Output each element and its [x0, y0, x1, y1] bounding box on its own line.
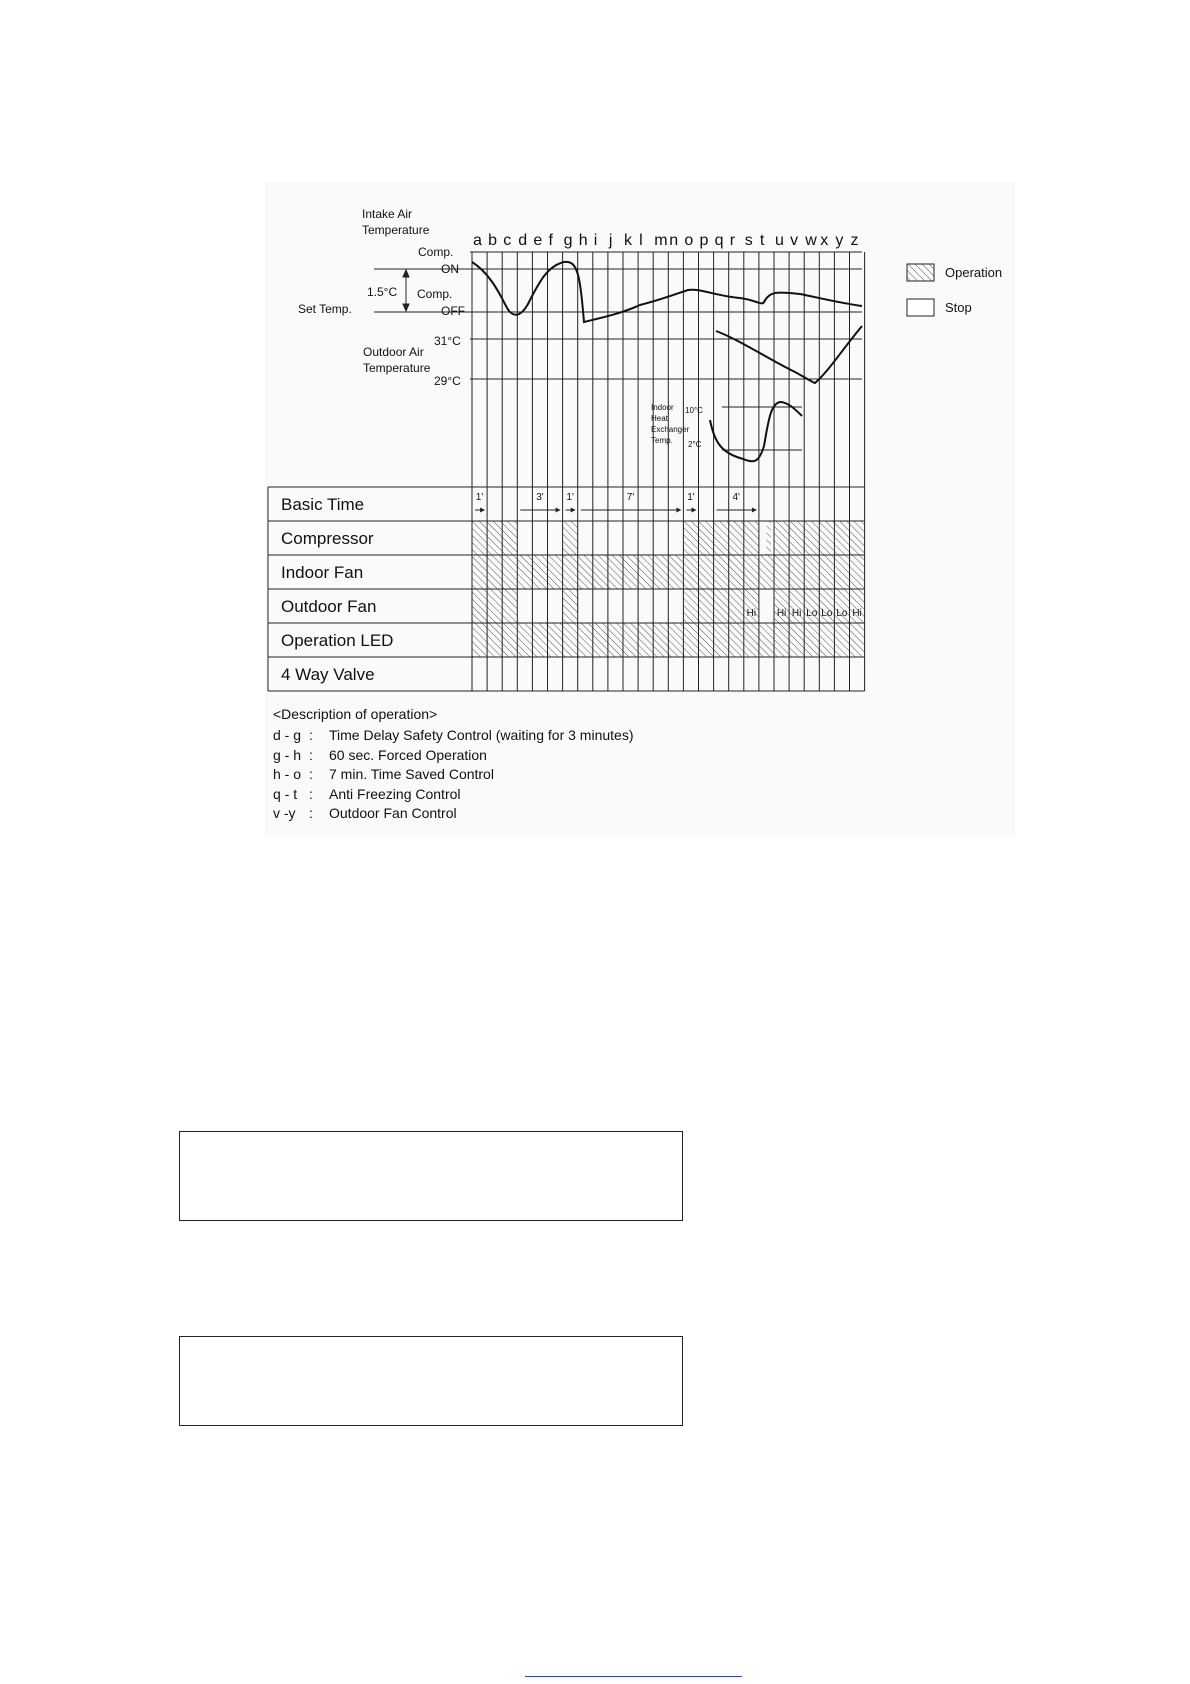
comp-off-label-1: Comp.: [417, 287, 453, 301]
basic-time-arrowhead: [692, 508, 697, 513]
row-operation-block: [766, 521, 771, 555]
basic-time-arrowhead: [571, 508, 576, 513]
row-operation-block: [472, 521, 517, 555]
basic-time-arrowhead: [556, 508, 561, 513]
description-sep: :: [309, 727, 313, 743]
legend-stop-label: Stop: [945, 300, 972, 315]
time-letter-r: r: [729, 232, 736, 249]
intake-air-temp-label-1: Intake Air: [362, 207, 413, 221]
indoor-hex-temp-curve: [710, 402, 802, 461]
description-sep: :: [309, 746, 313, 763]
time-letter-p: p: [699, 232, 709, 249]
time-letter-n: n: [669, 232, 679, 249]
description-item: [273, 747, 487, 763]
hex-10-label: 10°C: [685, 406, 703, 415]
time-letter-o: o: [684, 232, 694, 249]
fan-speed-label: Hi: [776, 608, 787, 619]
outdoor-air-temp-label-2: Temperature: [363, 361, 431, 375]
time-letters: [473, 232, 859, 249]
time-letter-f: f: [548, 232, 553, 249]
description-sep: :: [309, 785, 313, 802]
row-operation-block: [563, 589, 578, 623]
description-text: Time Delay Safety Control (waiting for 3 minutes): [329, 727, 634, 743]
hysteresis-label: 1.5°C: [367, 285, 398, 299]
intake-air-temp-label-2: Temperature: [362, 223, 430, 237]
fan-speed-label: Hi: [852, 608, 862, 619]
row-operation-block: [563, 521, 578, 555]
description-sep: :: [309, 805, 313, 821]
description-key: q - t: [273, 785, 298, 802]
basic-time-label: 1': [687, 492, 695, 503]
row-label-4: Operation LED: [281, 631, 394, 650]
basic-time-label: 1': [566, 492, 574, 503]
basic-time-arrowhead: [752, 508, 757, 513]
time-letter-z: z: [850, 232, 859, 249]
outdoor-29-label: 29°C: [434, 374, 461, 388]
description-heading: <Description of operation>: [273, 706, 438, 722]
hysteresis-arrow: [403, 270, 409, 311]
time-letter-s: s: [744, 232, 753, 249]
time-letter-q: q: [714, 232, 724, 249]
time-letter-m: m: [654, 232, 668, 249]
fan-speed-label: Hi: [791, 608, 802, 619]
row-operation-block: [683, 521, 759, 555]
time-letter-w: w: [805, 232, 817, 249]
time-letter-i: i: [593, 232, 598, 249]
basic-time-label: 1': [475, 492, 484, 503]
description-text: 7 min. Time Saved Control: [329, 766, 494, 782]
time-letter-y: y: [835, 232, 844, 249]
basic-time-label: 7': [626, 492, 635, 503]
intake-air-temp-curve: [472, 262, 862, 322]
timing-table: [268, 487, 865, 691]
time-letter-e: e: [533, 232, 543, 249]
legend-stop-swatch: [907, 299, 934, 316]
basic-time-arrowhead: [676, 508, 681, 513]
comp-on-label-1: Comp.: [418, 245, 454, 259]
row-label-1: Compressor: [281, 529, 374, 548]
description-key: h - o: [273, 766, 302, 782]
row-operation-block: [472, 589, 517, 623]
time-letter-u: u: [775, 232, 784, 249]
hex-temp-label-1: Indoor: [651, 403, 674, 412]
description-text: Outdoor Fan Control: [329, 805, 457, 821]
comp-on-label-2: ON: [441, 262, 459, 276]
fan-speed-label: Lo: [836, 608, 848, 619]
hex-temp-label-2: Heat: [651, 414, 668, 423]
row-label-2: Indoor Fan: [281, 563, 364, 582]
hex-temp-label-4: Temp.: [651, 436, 673, 445]
time-letter-k: k: [624, 232, 632, 249]
comp-off-label-2: OFF: [441, 304, 465, 318]
time-letter-g: g: [563, 232, 573, 249]
set-temp-label: Set Temp.: [298, 302, 352, 316]
description-text: Anti Freezing Control: [329, 785, 461, 802]
legend-operation-swatch: [907, 264, 934, 281]
empty-box-1: [179, 1131, 683, 1221]
time-letter-j: j: [608, 232, 613, 249]
hex-2-label: 2°C: [688, 440, 702, 449]
description-item: [273, 786, 461, 802]
fan-speed-label: Lo: [806, 608, 818, 619]
description-key: d - g: [273, 727, 302, 743]
basic-time-arrowhead: [480, 508, 485, 513]
outdoor-air-temp-label-1: Outdoor Air: [363, 345, 424, 359]
description-key: v -y: [273, 805, 296, 821]
empty-box-2: [179, 1336, 683, 1426]
row-label-5: 4 Way Valve: [281, 665, 375, 684]
footer-link-underline[interactable]: [525, 1676, 742, 1677]
outdoor-31-label: 31°C: [434, 334, 461, 348]
row-label-3: Outdoor Fan: [281, 597, 377, 616]
time-grid: [472, 252, 865, 487]
basic-time-label: 4': [732, 492, 740, 503]
fan-speed-label: Hi: [746, 608, 757, 619]
time-letter-x: x: [820, 232, 829, 249]
description-item: [273, 727, 633, 743]
fan-speed-label: Lo: [821, 608, 833, 619]
time-letter-l: l: [639, 232, 643, 249]
time-letter-b: b: [488, 232, 498, 249]
hex-temp-label-3: Exchanger: [651, 425, 690, 434]
row-label-0: Basic Time: [281, 495, 365, 514]
time-letter-d: d: [518, 232, 528, 249]
legend-operation-label: Operation: [945, 265, 1003, 280]
description-item: [273, 805, 457, 821]
description-item: [273, 766, 494, 782]
basic-time-label: 3': [536, 492, 544, 503]
description-text: 60 sec. Forced Operation: [329, 746, 487, 763]
description-key: g - h: [273, 746, 302, 763]
time-letter-t: t: [759, 232, 765, 249]
time-letter-v: v: [790, 232, 799, 249]
time-letter-c: c: [503, 232, 512, 249]
time-letter-a: a: [473, 232, 482, 249]
time-letter-h: h: [578, 232, 588, 249]
description-sep: :: [309, 766, 313, 782]
